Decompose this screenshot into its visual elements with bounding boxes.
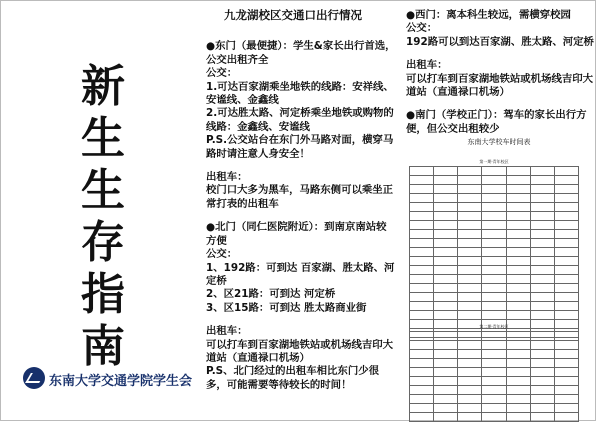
table-cell [410,284,434,293]
table-cell [434,395,458,404]
table-cell [458,176,482,185]
east-gate-line2: 2.可达胜太路、河定桥乘坐地铁或购物的线路：金鑫线、安谧线 [206,107,394,133]
table-cell [482,167,506,176]
table-cell [530,386,554,395]
table-cell [530,167,554,176]
table-cell [482,332,506,341]
table-cell [530,239,554,248]
table-cell [434,404,458,413]
table-cell [482,230,506,239]
table-cell [434,359,458,368]
table-cell [554,248,578,257]
table-row [410,311,579,320]
table-cell [554,302,578,311]
table-cell [506,359,530,368]
table-cell [482,194,506,203]
table-cell [434,221,458,230]
table-cell [554,176,578,185]
seu-logo-icon [23,367,45,389]
table-cell [506,404,530,413]
north-gate-line1: 1、192路：可到达 百家湖、胜太路、河定桥 [206,261,395,287]
table-cell [554,368,578,377]
table-cell [554,194,578,203]
table-cell [506,248,530,257]
table-cell [458,212,482,221]
table-cell [506,386,530,395]
table-row [410,293,579,302]
table-cell [530,203,554,212]
table-cell [410,185,434,194]
title-char: 指 [81,269,125,320]
table-cell [554,377,578,386]
table-cell [482,293,506,302]
table-cell [554,239,578,248]
table-cell [458,332,482,341]
table-cell [482,359,506,368]
table-row [410,203,579,212]
table-cell [458,377,482,386]
north-gate-bus-label: 公交： [206,248,238,261]
table-cell [530,359,554,368]
table-cell [530,194,554,203]
table-cell [554,395,578,404]
west-gate-bus-label: 公交： [406,22,438,35]
table-cell [458,239,482,248]
west-gate-line1: 192路可以到达百家湖、胜太路、河定桥 [406,35,594,48]
table-row [410,377,579,386]
table-cell [410,203,434,212]
table-cell [506,167,530,176]
table-cell [554,359,578,368]
table-cell [530,212,554,221]
table-row [410,266,579,275]
table-cell [434,203,458,212]
table-cell [530,404,554,413]
table-cell [410,350,434,359]
south-gate-title: ●南门（学校正门）：驾车的家长出行方便，但公交出租较少 [406,109,587,135]
table-cell [482,185,506,194]
table-cell [434,284,458,293]
table-cell [410,386,434,395]
table-cell [410,377,434,386]
table-cell [434,302,458,311]
table-cell [530,248,554,257]
table-row [410,332,579,341]
table-cell [434,185,458,194]
east-gate-ps: P.S.公交站台在东门外马路对面，横穿马路时请注意人身安全！ [206,134,394,160]
table-cell [506,176,530,185]
table-cell [434,332,458,341]
table-cell [482,266,506,275]
timetable-1 [409,158,579,338]
table-cell [554,413,578,422]
table-cell [506,230,530,239]
table-cell [554,221,578,230]
timetable-subtitle-2: 第二期·青年校区 [479,324,509,329]
table-cell [482,248,506,257]
timetable-2 [409,323,579,422]
table-cell [458,221,482,230]
east-gate-title: ●东门（最便捷）：学生&家长出行首选，公交出租齐全 [206,40,396,66]
table-cell [458,368,482,377]
table-cell [506,311,530,320]
title-char: 生 [81,165,125,216]
table-row [410,248,579,257]
table-cell [530,332,554,341]
table-cell [506,368,530,377]
east-gate-line1: 1.可达百家湖乘坐地铁的线路：安祥线、安谧线、金鑫线 [206,80,394,107]
table-cell [482,212,506,221]
table-cell [434,275,458,284]
org-name: 东南大学交通学院学生会 [49,374,193,389]
table-cell [434,350,458,359]
taxi1-text: 校门口大多为黑车，马路东侧可以乘坐正常打表的出租车 [206,184,394,210]
middle-column [206,9,396,392]
west-gate-title: ●西门：离本科生较远，需横穿校园 [406,9,571,21]
table-cell [482,221,506,230]
table-cell [458,284,482,293]
table-cell [482,413,506,422]
table-cell [554,185,578,194]
table-cell [410,332,434,341]
table-cell [434,230,458,239]
table-cell [458,386,482,395]
table-cell [434,212,458,221]
table-cell [482,203,506,212]
table-row [410,413,579,422]
table-cell [482,311,506,320]
table-cell [554,257,578,266]
table-cell [410,302,434,311]
table-row [410,359,579,368]
north-gate-title: ●北门（同仁医院附近）：到南京南站较方便 [206,221,387,247]
table-cell [410,413,434,422]
page-heading: 九龙湖校区交通口出行情况 [224,8,362,22]
table-cell [458,311,482,320]
table-cell [410,212,434,221]
table-cell [410,341,434,350]
table-cell [458,167,482,176]
table-cell [506,266,530,275]
table-cell [530,293,554,302]
table-cell [506,212,530,221]
timetable-title: 东南大学校车时间表 [467,138,531,146]
table-cell [554,284,578,293]
table-cell [458,185,482,194]
table-cell [554,293,578,302]
table-row [410,341,579,350]
table-cell [458,395,482,404]
table-cell [530,266,554,275]
table-cell [410,311,434,320]
table-row [410,176,579,185]
table-cell [554,212,578,221]
timetable-subtitle: 第一期·青年校区 [479,159,509,164]
table-cell [530,311,554,320]
east-gate-bus-label: 公交： [206,67,238,80]
table-cell [458,257,482,266]
table-cell [458,275,482,284]
timetable-table-2 [409,331,579,422]
vertical-title [71,61,135,373]
table-cell [434,176,458,185]
table-cell [506,275,530,284]
table-cell [530,413,554,422]
table-cell [410,194,434,203]
table-cell [458,359,482,368]
table-cell [482,239,506,248]
table-cell [410,230,434,239]
table-cell [554,230,578,239]
table-cell [506,257,530,266]
table-cell [482,176,506,185]
table-cell [458,293,482,302]
table-row [410,350,579,359]
table-row [410,386,579,395]
table-cell [458,203,482,212]
table-row [410,212,579,221]
table-cell [434,266,458,275]
table-cell [410,239,434,248]
table-cell [506,185,530,194]
table-cell [530,368,554,377]
table-cell [434,341,458,350]
table-cell [458,413,482,422]
table-row [410,194,579,203]
table-cell [458,248,482,257]
table-cell [530,230,554,239]
taxi1-title: 出租车： [206,171,248,184]
table-cell [482,377,506,386]
table-row [410,257,579,266]
table-cell [554,404,578,413]
table-cell [482,368,506,377]
table-row [410,368,579,377]
table-cell [434,413,458,422]
table-cell [410,176,434,185]
table-cell [434,311,458,320]
table-row [410,302,579,311]
table-cell [434,293,458,302]
table-cell [506,377,530,386]
table-cell [410,167,434,176]
right-column [406,9,596,136]
table-cell [530,257,554,266]
north-gate-line2: 2、区21路：可到达 河定桥 [206,288,336,301]
taxi2-text: 可以打车到百家湖地铁站或机场线吉印大道站（直通禄口机场） [206,338,394,364]
title-char: 生 [81,113,125,164]
table-row [410,395,579,404]
table-cell [458,194,482,203]
table-cell [434,257,458,266]
table-cell [410,257,434,266]
north-gate-line3: 3、区15路：可到达 胜太路商业街 [206,301,367,314]
table-cell [554,167,578,176]
table-cell [410,404,434,413]
table-row [410,404,579,413]
table-cell [458,302,482,311]
table-cell [482,284,506,293]
table-cell [506,413,530,422]
table-cell [482,275,506,284]
table-cell [434,239,458,248]
table-cell [530,377,554,386]
taxi2-title: 出租车： [206,325,248,338]
table-cell [410,359,434,368]
right-taxi-text: 可以打车到百家湖地铁站或机场线吉印大道站（直通禄口机场） [406,72,594,99]
table-row [410,239,579,248]
taxi2-ps: P.S、北门经过的出租车相比东门少很多，可能需要等待较长的时间！ [206,365,379,391]
table-row [410,275,579,284]
table-cell [506,341,530,350]
table-cell [554,350,578,359]
table-cell [530,395,554,404]
table-cell [458,230,482,239]
table-cell [410,395,434,404]
table-cell [458,350,482,359]
table-cell [434,248,458,257]
table-row [410,284,579,293]
table-cell [530,341,554,350]
table-cell [434,377,458,386]
table-cell [530,221,554,230]
table-row [410,167,579,176]
table-cell [458,266,482,275]
table-cell [506,302,530,311]
table-cell [554,203,578,212]
table-cell [554,332,578,341]
table-row [410,221,579,230]
table-cell [530,176,554,185]
table-cell [410,248,434,257]
title-char: 南 [81,321,125,372]
right-taxi-title: 出租车： [406,59,448,72]
left-panel [1,1,197,422]
title-char: 存 [81,217,125,268]
table-cell [410,266,434,275]
table-cell [482,350,506,359]
table-cell [410,293,434,302]
table-cell [458,404,482,413]
table-row [410,230,579,239]
table-cell [410,275,434,284]
table-cell [554,311,578,320]
table-cell [482,395,506,404]
table-cell [506,239,530,248]
table-cell [410,221,434,230]
title-char: 新 [81,61,125,112]
table-cell [482,341,506,350]
table-cell [434,386,458,395]
table-cell [434,368,458,377]
table-cell [434,194,458,203]
table-cell [506,332,530,341]
table-cell [482,404,506,413]
timetable-table [409,166,579,338]
table-cell [506,350,530,359]
table-row [410,185,579,194]
table-cell [506,284,530,293]
table-cell [506,203,530,212]
table-cell [458,341,482,350]
table-cell [482,257,506,266]
table-cell [554,386,578,395]
table-cell [506,194,530,203]
table-cell [434,167,458,176]
table-cell [554,266,578,275]
table-cell [530,350,554,359]
table-cell [554,275,578,284]
table-cell [482,302,506,311]
table-cell [410,368,434,377]
table-cell [506,221,530,230]
table-cell [530,284,554,293]
table-cell [530,275,554,284]
table-cell [506,395,530,404]
table-cell [506,293,530,302]
table-cell [530,185,554,194]
table-cell [530,302,554,311]
table-cell [482,386,506,395]
table-cell [554,341,578,350]
